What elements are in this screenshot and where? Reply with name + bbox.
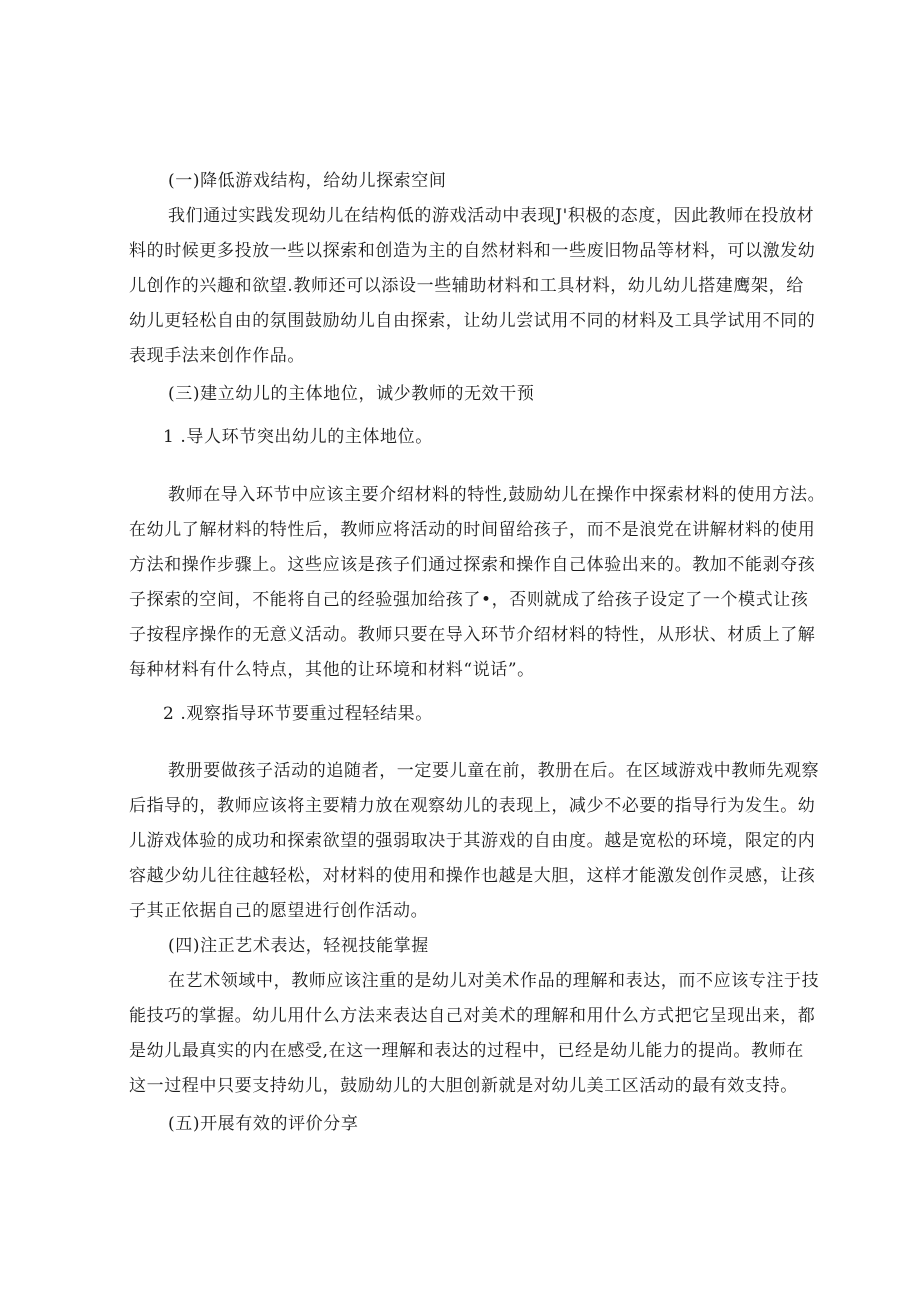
paragraph-line: 子按程序操作的无意义活动。教师只要在导入环节介绍材料的特性，从形状、材质上了解: [129, 625, 816, 645]
paragraph-line: 方法和操作步骤上。这些应该是孩子们通过探索和操作自己体验出来的。教加不能剥夺孩: [129, 555, 816, 575]
paragraph-line: 儿创作的兴趣和欲望.教师还可以添设一些辅助材料和工具材料，幼儿幼儿搭建鹰架，给: [129, 276, 804, 296]
paragraph-line: 教师在导入环节中应该主要介绍材料的特性,鼓励幼儿在操作中探索材料的使用方法。: [168, 485, 826, 505]
paragraph-line: 料的时候更多投放一些以探索和创造为主的自然材料和一些废旧物品等材料，可以激发幼: [129, 241, 816, 261]
paragraph-line: 教册要做孩子活动的追随者，一定要儿童在前，教册在后。在区域游戏中教师先观察: [168, 761, 820, 781]
paragraph-line: 能技巧的掌握。幼儿用什么方法来表达自己对美术的理解和用什么方式把它呈现出来，都: [129, 1006, 816, 1026]
paragraph-line: 后指导的，教师应该将主要精力放在观察幼儿的表现上，减少不必要的指导行为发生。幼: [129, 796, 816, 816]
paragraph-line: 容越少幼儿往往越轻松，对材料的使用和操作也越是大胆，这样才能激发创作灵感，让孩: [129, 866, 816, 886]
paragraph-line: 是幼儿最真实的内在感受,在这一理解和表达的过程中，已经是幼儿能力的提尚。教师在: [129, 1041, 804, 1061]
paragraph-line: 儿游戏体验的成功和探索欲望的强弱取决于其游戏的自由度。越是宽松的环境，限定的内: [129, 831, 816, 851]
section-heading-5: (五)开展有效的评价分享: [168, 1114, 359, 1134]
list-item-1: 1 .导人环节突出幼儿的主体地位。: [163, 427, 433, 447]
paragraph-line: 子其正依据自己的愿望进行创作活动。: [129, 901, 429, 921]
paragraph-line: 这一过程中只要支持幼儿，鼓励幼儿的大胆创新就是对幼儿美工区活动的最有效支持。: [129, 1076, 798, 1096]
paragraph-line: 每种材料有什么特点，其他的让环境和材料“说话”。: [129, 660, 535, 680]
list-item-2: 2 .观察指导环节要重过程轻结果。: [163, 704, 433, 724]
paragraph-line: 表现手法来创作作品。: [129, 346, 305, 366]
paragraph-line: 幼儿更轻松自由的氛围鼓励幼儿自由探索，让幼儿尝试用不同的材料及工具学试用不同的: [129, 311, 816, 331]
paragraph-line: 在幼儿了解材料的特性后，教师应将活动的时间留给孩子，而不是浪党在讲解材料的使用: [129, 520, 816, 540]
section-heading-4: (四)注正艺术表达，轻视技能掌握: [168, 936, 429, 956]
paragraph-line: 子探索的空间，不能将自己的经验强加给孩了•，否则就成了给孩子设定了一个模式让孩: [129, 590, 809, 610]
paragraph-line: 我们通过实践发现幼儿在结构低的游戏活动中表现J'积极的态度，因此教师在投放材: [168, 206, 815, 226]
section-heading-1: (一)降低游戏结构，给幼儿探索空间: [168, 171, 447, 191]
section-heading-3: (三)建立幼儿的主体地位，诚少教师的无效干预: [168, 384, 535, 404]
paragraph-line: 在艺术领域中，教师应该注重的是幼儿对美术作品的理解和表达，而不应该专注于技: [168, 971, 820, 991]
